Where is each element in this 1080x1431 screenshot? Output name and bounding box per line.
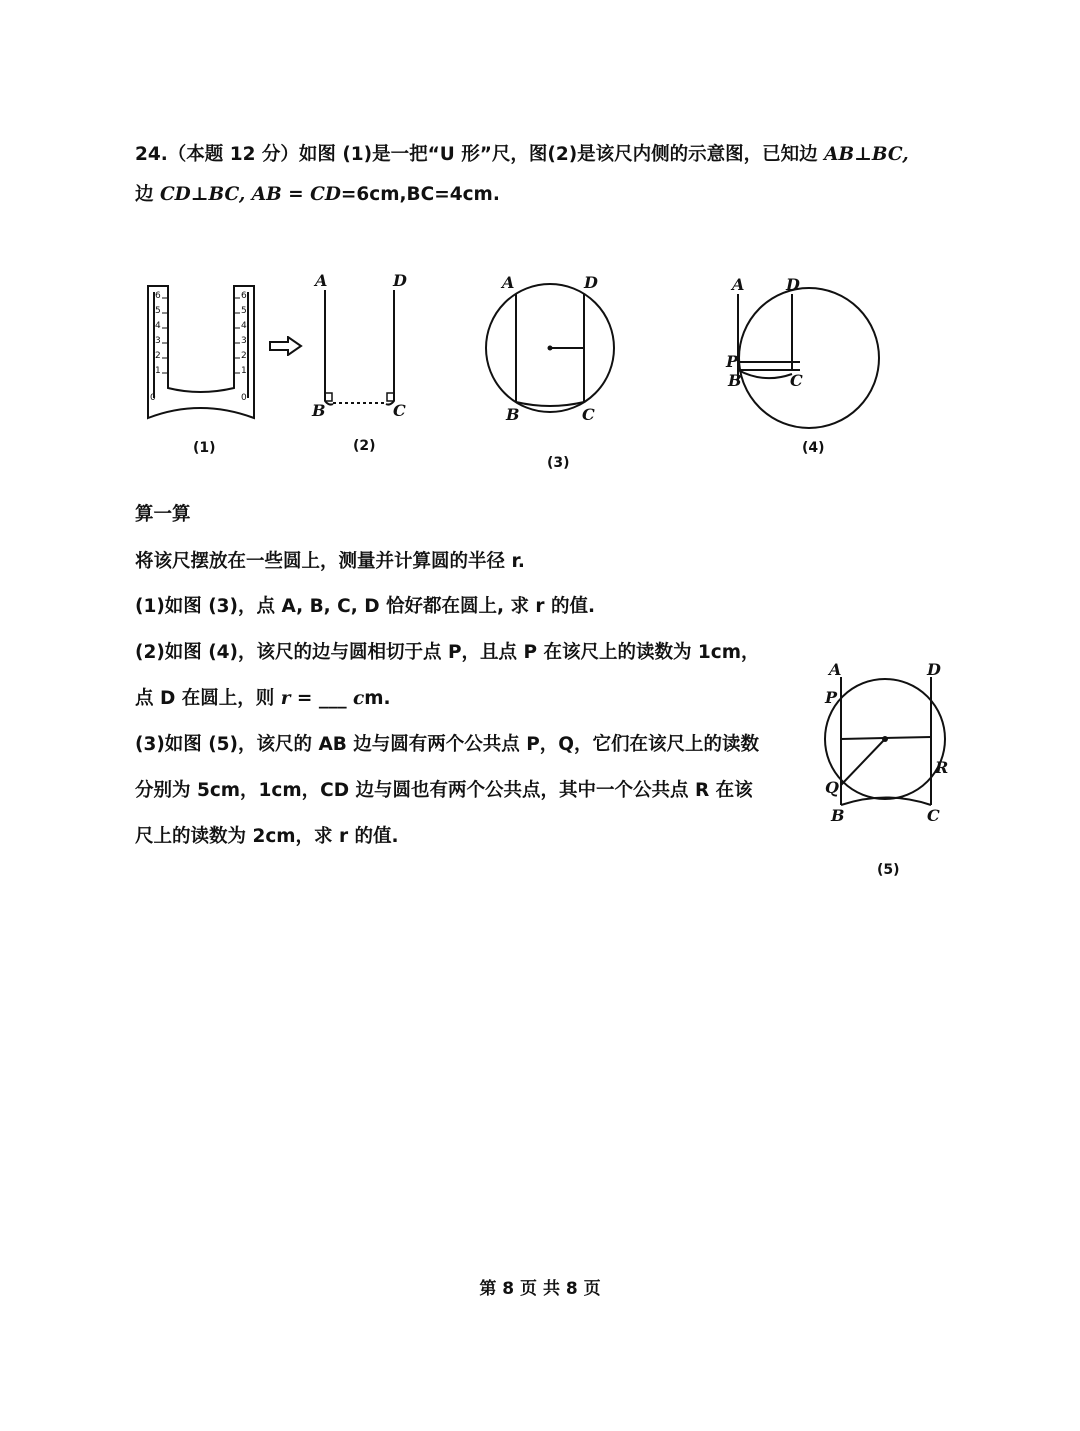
fig5-label-R: R (935, 758, 949, 777)
fig3-label-D: D (584, 273, 598, 292)
fig5-label-A: A (829, 660, 842, 679)
fig5-label-C: C (927, 806, 940, 825)
fig1-left-scale-4: 4 (155, 321, 161, 331)
section-intro: 将该尺摆放在一些圆上，测量并计算圆的半径 r. (135, 551, 525, 572)
fig2-label-A: A (315, 271, 328, 290)
fig5-caption: (5) (877, 862, 900, 878)
fig1-left-scale-2: 2 (155, 351, 161, 361)
fig1-right-scale-3: 3 (241, 336, 247, 346)
fig1-left-scale-3: 3 (155, 336, 161, 346)
question-2-line-2 (135, 684, 391, 710)
q2-suffix: m. (364, 688, 391, 709)
figure-2-schematic (305, 268, 415, 458)
q2-math: r = ___ c (280, 688, 365, 709)
fig5-label-B: B (831, 806, 845, 825)
fig1-left-scale-5: 5 (155, 306, 161, 316)
arrow-right-icon (268, 336, 304, 356)
fig1-right-scale-5: 5 (241, 306, 247, 316)
figure-3-circle-abcd (482, 270, 622, 475)
problem-line-2 (135, 180, 500, 206)
fig5-label-P: P (825, 688, 838, 707)
question-3-line-3: 尺上的读数为 2cm，求 r 的值. (135, 826, 399, 847)
page-footer: 第 8 页 共 8 页 (479, 1279, 601, 1299)
fig3-label-A: A (502, 273, 515, 292)
question-3-line-2: 分别为 5cm，1cm，CD 边与圆也有两个公共点，其中一个公共点 R 在该 (135, 780, 753, 801)
fig2-label-D: D (393, 271, 407, 290)
problem-line-1 (135, 140, 909, 166)
fig4-label-P: P (726, 352, 739, 371)
fig1-caption: (1) (193, 440, 216, 456)
fig3-caption: (3) (547, 455, 570, 471)
problem-text-1: 24.（本题 12 分）如图 (1)是一把“U 形”尺，图(2)是该尺内侧的示意图，已知边 (135, 144, 825, 165)
figure-1-u-ruler (140, 278, 270, 458)
fig4-caption: (4) (802, 440, 825, 456)
fig4-label-A: A (732, 275, 745, 294)
fig2-label-C: C (393, 401, 406, 420)
fig1-right-scale-1: 1 (241, 366, 247, 376)
fig1-left-scale-1: 1 (155, 366, 161, 376)
fig1-right-scale-2: 2 (241, 351, 247, 361)
fig4-label-D: D (786, 275, 800, 294)
figure-5-two-points-circle (815, 655, 965, 885)
fig1-right-scale-0: 0 (241, 393, 247, 403)
question-1: (1)如图 (3)，点 A, B, C, D 恰好都在圆上, 求 r 的值. (135, 596, 595, 617)
fig5-label-Q: Q (825, 778, 839, 797)
u-ruler-outline (148, 286, 254, 418)
fig4-label-B: B (728, 371, 742, 390)
q2-prefix: 点 D 在圆上，则 (135, 688, 281, 709)
problem-suffix-2: =6cm,BC=4cm. (340, 184, 500, 205)
section-title: 算一算 (135, 504, 191, 525)
fig1-right-scale-4: 4 (241, 321, 247, 331)
fig3-label-B: B (506, 405, 520, 424)
figure-4-tangent-circle (722, 274, 887, 459)
fig1-right-scale-6: 6 (241, 291, 247, 301)
problem-math-2: CD⊥BC, AB = CD (159, 184, 341, 205)
question-3-line-1: (3)如图 (5)，该尺的 AB 边与圆有两个公共点 P，Q，它们在该尺上的读数 (135, 734, 760, 755)
fig3-label-C: C (582, 405, 595, 424)
question-2-line-1: (2)如图 (4)，该尺的边与圆相切于点 P，且点 P 在该尺上的读数为 1cm， (135, 642, 760, 663)
problem-prefix-2: 边 (135, 184, 160, 205)
fig2-caption: (2) (353, 438, 376, 454)
fig4-label-C: C (790, 371, 803, 390)
fig2-label-B: B (312, 401, 326, 420)
fig1-left-scale-0: 0 (150, 393, 156, 403)
fig5-label-D: D (927, 660, 941, 679)
fig1-left-scale-6: 6 (155, 291, 161, 301)
problem-math-1: AB⊥BC, (824, 144, 909, 165)
